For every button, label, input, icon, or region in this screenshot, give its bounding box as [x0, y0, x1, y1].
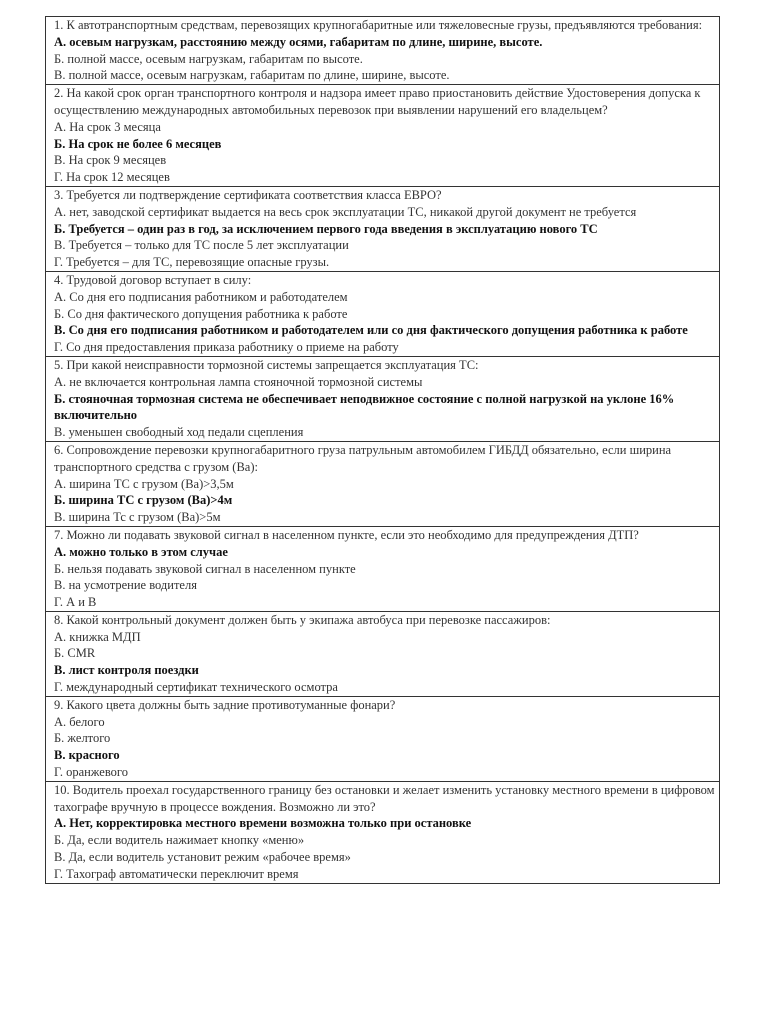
question-row	[46, 526, 720, 611]
answer-option: В. ширина Тс с грузом (Ва)>5м	[54, 510, 221, 525]
question-cell	[46, 85, 720, 187]
answer-option-correct: В. лист контроля поездки	[54, 663, 199, 678]
answer-option: Б. полной массе, осевым нагрузкам, габаритам по высоте.	[54, 51, 363, 66]
answer-option: Г. Тахограф автоматически переключит время	[54, 866, 299, 881]
answer-option: А. Со дня его подписания работником и работодателем	[54, 289, 348, 304]
question-cell	[46, 781, 720, 883]
question-cell	[46, 441, 720, 526]
question-row	[46, 781, 720, 883]
question-row	[46, 441, 720, 526]
answer-option: А. книжка МДП	[54, 629, 141, 644]
answer-option: Б. желтого	[54, 731, 111, 746]
answer-option: В. Да, если водитель установит режим «рабочее время»	[54, 850, 351, 865]
question-row	[46, 85, 720, 187]
question-text: 9. Какого цвета должны быть задние противотуманные фонари?	[54, 697, 396, 712]
answer-option: В. Требуется – только для ТС после 5 лет эксплуатации	[54, 238, 349, 253]
answer-option: В. на усмотрение водителя	[54, 578, 197, 593]
quiz-table	[45, 16, 720, 884]
question-cell	[46, 186, 720, 271]
question-row	[46, 611, 720, 696]
question-text: 8. Какой контрольный документ должен быть у экипажа автобуса при перевозке пассажиров:	[54, 612, 551, 627]
answer-option-correct: А. можно только в этом случае	[54, 544, 228, 559]
answer-option: Г. оранжевого	[54, 765, 128, 780]
question-row	[46, 186, 720, 271]
question-cell	[46, 356, 720, 441]
answer-option-correct: А. Нет, корректировка местного времени возможна только при остановке	[54, 816, 472, 831]
answer-option: Г. А и В	[54, 595, 97, 610]
answer-option: А. не включается контрольная лампа стояночной тормозной системы	[54, 374, 423, 389]
answer-option: А. белого	[54, 714, 105, 729]
answer-option: В. уменьшен свободный ход педали сцепления	[54, 425, 304, 440]
question-cell	[46, 17, 720, 85]
answer-option: В. полной массе, осевым нагрузкам, габаритам по длине, ширине, высоте.	[54, 68, 450, 83]
answer-option: Б. Со дня фактического допущения работника к работе	[54, 306, 348, 321]
answer-option: А. нет, заводской сертификат выдается на весь срок эксплуатации ТС, никакой другой документ не требуется	[54, 204, 637, 219]
question-text: 2. На какой срок орган транспортного контроля и надзора имеет право приостановить действие Удостоверения допуска к осуществлению международных автомобильных перевозок при выявлении нарушений его владельцем?	[54, 86, 701, 117]
question-row	[46, 696, 720, 781]
question-text: 10. Водитель проехал государственного границу без остановки и желает изменить установку местного времени в цифровом тахографе вручную в процессе вождения. Возможно ли это?	[54, 782, 715, 814]
question-text: 6. Сопровождение перевозки крупногабаритного груза патрульным автомобилем ГИБДД обязательно, если ширина транспортного средства с грузом (Ва):	[54, 442, 672, 474]
question-text: 7. Можно ли подавать звуковой сигнал в населенном пункте, если это необходимо для предупреждения ДТП?	[54, 527, 639, 542]
question-cell	[46, 271, 720, 356]
answer-option-correct: Б. ширина ТС с грузом (Ва)>4м	[54, 493, 233, 508]
question-row	[46, 356, 720, 441]
answer-option: Б. CMR	[54, 646, 96, 661]
question-text: 4. Трудовой договор вступает в силу:	[54, 272, 252, 287]
answer-option-correct: А. осевым нагрузкам, расстоянию между осями, габаритам по длине, ширине, высоте.	[54, 34, 543, 49]
question-text: 3. Требуется ли подтверждение сертификата соответствия класса ЕВРО?	[54, 187, 442, 202]
answer-option: Г. На срок 12 месяцев	[54, 170, 170, 185]
question-cell	[46, 696, 720, 781]
question-cell	[46, 526, 720, 611]
answer-option: В. На срок 9 месяцев	[54, 153, 167, 168]
answer-option-correct: В. Со дня его подписания работником и работодателем или со дня фактического допущения работника к работе	[54, 323, 688, 338]
answer-option: Г. Требуется – для ТС, перевозящие опасные грузы.	[54, 255, 330, 270]
answer-option: А. ширина ТС с грузом (Ва)>3,5м	[54, 476, 234, 491]
answer-option-correct: Б. Требуется – один раз в год, за исключением первого года введения в эксплуатацию нового ТС	[54, 221, 598, 236]
question-row	[46, 17, 720, 85]
answer-option: Г. международный сертификат технического осмотра	[54, 680, 338, 695]
answer-option-correct: В. красного	[54, 748, 120, 763]
answer-option: Б. нельзя подавать звуковой сигнал в населенном пункте	[54, 561, 356, 576]
answer-option-correct: Б. На срок не более 6 месяцев	[54, 136, 222, 151]
answer-option: Г. Со дня предоставления приказа работнику о приеме на работу	[54, 340, 399, 355]
answer-option: А. На срок 3 месяца	[54, 119, 161, 134]
question-row	[46, 271, 720, 356]
quiz-body	[46, 17, 720, 884]
question-text: 1. К автотранспортным средствам, перевозящих крупногабаритные или тяжеловесные грузы, предъявляются требования:	[54, 18, 703, 32]
answer-option: Б. Да, если водитель нажимает кнопку «меню»	[54, 833, 305, 848]
question-text: 5. При какой неисправности тормозной системы запрещается эксплуатация ТС:	[54, 357, 479, 372]
question-cell	[46, 611, 720, 696]
answer-option-correct: Б. стояночная тормозная система не обеспечивает неподвижное состояние с полной нагрузкой на уклоне 16% включительно	[54, 391, 675, 423]
